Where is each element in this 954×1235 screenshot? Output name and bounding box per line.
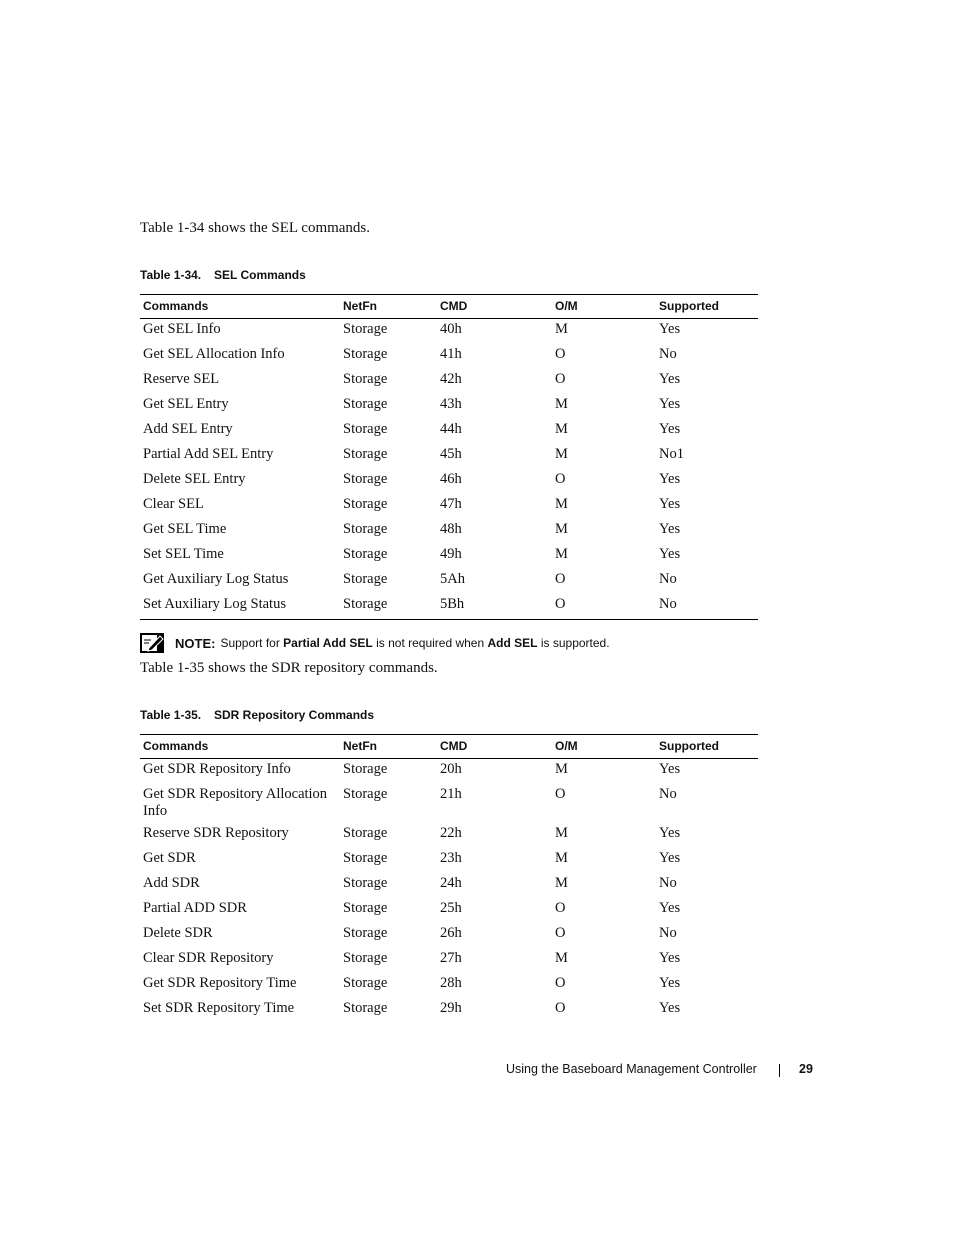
table-cell: O bbox=[555, 900, 566, 916]
table-row bbox=[140, 544, 758, 569]
table-cell: O bbox=[555, 371, 566, 387]
table-cell: 44h bbox=[440, 421, 462, 437]
table-cell: No bbox=[659, 875, 677, 891]
table-cell: Get SDR Repository Allocation Info bbox=[143, 786, 328, 819]
table-row bbox=[140, 369, 758, 394]
column-header: Commands bbox=[140, 295, 340, 319]
table-cell: Get SDR Repository Info bbox=[143, 761, 291, 777]
table-cell: 23h bbox=[440, 850, 462, 866]
intro-paragraph-sdr: Table 1-35 shows the SDR repository commands. bbox=[140, 660, 438, 676]
table-cell: O bbox=[555, 1000, 566, 1016]
table-cell: 42h bbox=[440, 371, 462, 387]
table-cell: Get Auxiliary Log Status bbox=[143, 571, 289, 587]
table-cell: Storage bbox=[343, 950, 388, 966]
table-cell: M bbox=[555, 825, 568, 841]
table-cell: O bbox=[555, 571, 566, 587]
table-cell: 46h bbox=[440, 471, 462, 487]
table-row bbox=[140, 344, 758, 369]
table-cell: Storage bbox=[343, 825, 388, 841]
table-cell: Storage bbox=[343, 371, 388, 387]
table-row bbox=[140, 998, 758, 1023]
table-cell: Set SEL Time bbox=[143, 546, 224, 562]
table-number: Table 1-34. bbox=[140, 268, 202, 282]
sdr-repository-commands-table bbox=[140, 734, 758, 1023]
table-cell: No bbox=[659, 346, 677, 362]
table-cell: 5Ah bbox=[440, 571, 465, 587]
table-row bbox=[140, 394, 758, 419]
table-row bbox=[140, 898, 758, 923]
table-row bbox=[140, 494, 758, 519]
table-cell: O bbox=[555, 346, 566, 362]
table-cell: Partial Add SEL Entry bbox=[143, 446, 274, 462]
table-row bbox=[140, 823, 758, 848]
table-cell: 47h bbox=[440, 496, 462, 512]
column-header: CMD bbox=[437, 735, 552, 759]
table-cell: M bbox=[555, 546, 568, 562]
table-cell: 5Bh bbox=[437, 594, 552, 620]
table-cell: 28h bbox=[440, 975, 462, 991]
column-header: Supported bbox=[656, 735, 758, 759]
table-row bbox=[140, 419, 758, 444]
table-cell: Storage bbox=[343, 521, 388, 537]
table-cell: Yes bbox=[659, 321, 681, 337]
table-cell: Set Auxiliary Log Status bbox=[140, 594, 340, 620]
table-cell: Add SDR bbox=[143, 875, 200, 891]
table-row bbox=[140, 784, 758, 823]
table-cell: Get SEL Info bbox=[143, 321, 221, 337]
column-header: Commands bbox=[140, 735, 340, 759]
table-cell: Delete SDR bbox=[143, 925, 213, 941]
table-cell: Storage bbox=[343, 1000, 388, 1016]
table-cell: Get SEL Allocation Info bbox=[143, 346, 285, 362]
table-cell: 45h bbox=[440, 446, 462, 462]
table-cell: Clear SDR Repository bbox=[143, 950, 274, 966]
table-cell: 41h bbox=[440, 346, 462, 362]
table-cell: M bbox=[555, 446, 568, 462]
table-cell: No bbox=[659, 925, 677, 941]
table-cell: 27h bbox=[440, 950, 462, 966]
table-cell: Partial ADD SDR bbox=[143, 900, 247, 916]
table-cell: Yes bbox=[659, 900, 681, 916]
table-cell: M bbox=[555, 761, 568, 777]
table-cell: Storage bbox=[343, 925, 388, 941]
table-cell: M bbox=[555, 421, 568, 437]
table-cell: Get SEL Time bbox=[143, 521, 227, 537]
table-cell: M bbox=[555, 496, 568, 512]
table-cell: Yes bbox=[659, 471, 681, 487]
table-cell: O bbox=[555, 471, 566, 487]
table-cell: Storage bbox=[343, 396, 388, 412]
table-cell: Yes bbox=[659, 371, 681, 387]
note-text: Support for Partial Add SEL is not required when Add SEL is supported. bbox=[220, 636, 610, 650]
table-cell: 49h bbox=[440, 546, 462, 562]
table-cell: Storage bbox=[343, 875, 388, 891]
table-cell: Reserve SDR Repository bbox=[143, 825, 289, 841]
footer-chapter-title: Using the Baseboard Management Controller bbox=[506, 1062, 757, 1076]
table-row bbox=[140, 569, 758, 594]
column-header: NetFn bbox=[340, 735, 437, 759]
table-row bbox=[140, 973, 758, 998]
table-cell: 40h bbox=[440, 321, 462, 337]
intro-paragraph-sel: Table 1-34 shows the SEL commands. bbox=[140, 220, 371, 236]
table-cell: Get SDR bbox=[143, 850, 196, 866]
table-title: SDR Repository Commands bbox=[214, 708, 375, 722]
table-cell: Yes bbox=[659, 850, 681, 866]
table-cell: O bbox=[555, 925, 566, 941]
table-row bbox=[140, 948, 758, 973]
table-row bbox=[140, 873, 758, 898]
table-title: SEL Commands bbox=[214, 268, 306, 282]
table-cell: Storage bbox=[343, 446, 388, 462]
table-cell: Storage bbox=[343, 321, 388, 337]
table-header-row bbox=[140, 735, 758, 759]
table-row bbox=[140, 759, 758, 785]
table-cell: M bbox=[555, 950, 568, 966]
table-cell: 29h bbox=[440, 1000, 462, 1016]
table-caption-sdr bbox=[140, 708, 374, 722]
table-cell: 21h bbox=[440, 786, 462, 802]
table-cell: M bbox=[555, 521, 568, 537]
table-cell: Add SEL Entry bbox=[143, 421, 233, 437]
table-cell: M bbox=[555, 850, 568, 866]
table-cell: M bbox=[555, 875, 568, 891]
table-cell: Storage bbox=[340, 594, 437, 620]
note-pencil-icon bbox=[140, 633, 164, 653]
table-row bbox=[140, 519, 758, 544]
table-cell: O bbox=[552, 594, 656, 620]
table-cell: Storage bbox=[343, 496, 388, 512]
table-cell: Yes bbox=[659, 546, 681, 562]
table-cell: O bbox=[555, 975, 566, 991]
table-cell: O bbox=[555, 786, 566, 802]
table-row bbox=[140, 923, 758, 948]
table-cell: 24h bbox=[440, 875, 462, 891]
table-cell: 22h bbox=[440, 825, 462, 841]
note-label: NOTE: bbox=[175, 635, 216, 651]
table-cell: Storage bbox=[343, 571, 388, 587]
table-caption-sel bbox=[140, 268, 306, 282]
column-header: CMD bbox=[437, 295, 552, 319]
table-cell: Storage bbox=[343, 761, 388, 777]
table-cell: Yes bbox=[659, 496, 681, 512]
table-cell: 48h bbox=[440, 521, 462, 537]
table-cell: Delete SEL Entry bbox=[143, 471, 246, 487]
table-cell: 26h bbox=[440, 925, 462, 941]
table-cell: No bbox=[656, 594, 758, 620]
table-cell: Yes bbox=[659, 396, 681, 412]
table-header-row bbox=[140, 295, 758, 319]
table-cell: 43h bbox=[440, 396, 462, 412]
note-block bbox=[140, 633, 610, 653]
table-cell: Yes bbox=[659, 521, 681, 537]
table-cell: Yes bbox=[659, 950, 681, 966]
table-cell: Storage bbox=[343, 786, 388, 802]
table-cell: Storage bbox=[343, 471, 388, 487]
table-cell: Yes bbox=[659, 761, 681, 777]
table-cell: Storage bbox=[343, 850, 388, 866]
table-cell: M bbox=[555, 321, 568, 337]
table-cell: Yes bbox=[659, 1000, 681, 1016]
column-header: NetFn bbox=[340, 295, 437, 319]
table-cell: Yes bbox=[659, 975, 681, 991]
column-header: Supported bbox=[656, 295, 758, 319]
table-row bbox=[140, 848, 758, 873]
table-row bbox=[140, 469, 758, 494]
table-cell: Reserve SEL bbox=[143, 371, 220, 387]
table-row bbox=[140, 444, 758, 469]
column-header: O/M bbox=[552, 295, 656, 319]
table-number: Table 1-35. bbox=[140, 708, 202, 722]
table-cell: Clear SEL bbox=[143, 496, 204, 512]
footer-divider bbox=[779, 1064, 780, 1077]
table-cell: Storage bbox=[343, 421, 388, 437]
table-cell: Get SEL Entry bbox=[143, 396, 229, 412]
page-number: 29 bbox=[799, 1062, 813, 1076]
table-cell: M bbox=[555, 396, 568, 412]
table-cell: Storage bbox=[343, 546, 388, 562]
table-cell: 20h bbox=[440, 761, 462, 777]
table-cell: No1 bbox=[659, 446, 684, 462]
table-cell: Yes bbox=[659, 421, 681, 437]
table-cell: Set SDR Repository Time bbox=[143, 1000, 295, 1016]
table-cell: No bbox=[659, 571, 677, 587]
table-cell: No bbox=[659, 786, 677, 802]
table-cell: Yes bbox=[659, 825, 681, 841]
table-row bbox=[140, 594, 758, 620]
column-header: O/M bbox=[552, 735, 656, 759]
table-cell: 25h bbox=[440, 900, 462, 916]
table-cell: Storage bbox=[343, 346, 388, 362]
table-row bbox=[140, 319, 758, 345]
table-cell: Storage bbox=[343, 900, 388, 916]
table-cell: Storage bbox=[343, 975, 388, 991]
sel-commands-table bbox=[140, 294, 758, 620]
table-cell: Get SDR Repository Time bbox=[143, 975, 297, 991]
